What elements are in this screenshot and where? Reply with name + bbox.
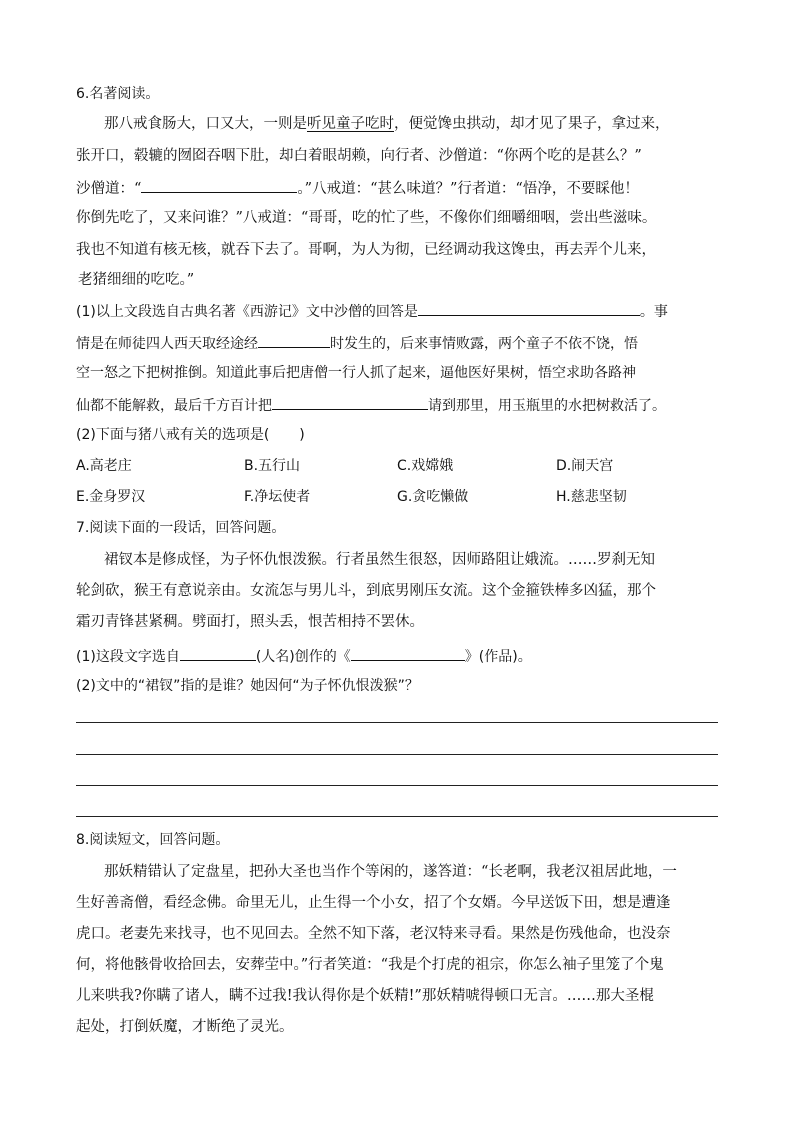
q7-passage-line-1: 裙钗本是修成怪，为子怀仇恨泼猴。行者虽然生很怒，因师路阻让娥流。……罗刹无知 [104, 552, 655, 568]
q7-sub1-line [76, 645, 532, 667]
q6-option-b[interactable]: B.五行山 [244, 458, 301, 474]
q6-passage-text: 那八戒食肠大，口又大，一则是 [104, 116, 307, 132]
q6-underlined-phrase: 听见童子吃时 [307, 116, 394, 132]
q7-heading: 7.阅读下面的一段话，回答问题。 [76, 520, 286, 536]
q6-sub1-text: (1)以上文段选自古典名著《西游记》文中沙僧的回答是 [76, 304, 418, 320]
q6-sub1-text: 仙都不能解救，最后千方百计把 [76, 398, 272, 414]
q6-sub1-text: 请到那里，用玉瓶里的水把树救活了。 [428, 398, 666, 414]
q6-sub1-line-1 [76, 300, 668, 322]
q6-sub1-text: 时发生的，后来事情败露，两个童子不依不饶，悟 [330, 336, 638, 352]
q6-option-e[interactable]: E.金身罗汉 [76, 489, 146, 505]
q7-passage-line-2: 轮剑砍，猴王有意说亲由。女流怎与男儿斗，到底男刚压女流。这个金箍铁棒多凶猛，那个 [76, 583, 656, 599]
q6-option-f[interactable]: F.净坛使者 [244, 489, 311, 505]
q6-option-a[interactable]: A.高老庄 [76, 458, 132, 474]
q7-sub2-line: (2)文中的“裙钗”指的是谁？她因何“为子怀仇恨泼猴”？ [76, 678, 419, 694]
q6-sub1-line-3: 空一怒之下把树推倒。知道此事后把唐僧一行人抓了起来，逼他医好果树，悟空求助各路神 [76, 365, 636, 381]
q6-sub1-text: 。事 [639, 304, 668, 320]
q8-heading: 8.阅读短文，回答问题。 [76, 832, 230, 848]
q6-passage-line-1 [104, 114, 670, 134]
q7-blank-work[interactable] [351, 645, 465, 661]
q6-heading: 6.名著阅读。 [76, 86, 160, 102]
q6-option-d[interactable]: D.闹天宫 [556, 458, 614, 474]
q8-passage-line-3: 虎口。老妻先来找寻，也不见回去。全然不知下落，老汉特来寻看。果然是伤残他命，也没奈 [76, 926, 671, 942]
answer-line-4[interactable] [76, 816, 718, 817]
q8-passage-line-6: 起处，打倒妖魔，才断绝了灵光。 [76, 1019, 294, 1035]
q6-sub2-text: ) [299, 427, 305, 443]
q6-passage-text: ，便觉馋虫拱动，却才见了果子，拿过来， [394, 116, 670, 132]
q6-option-g[interactable]: G.贪吃懒做 [397, 489, 469, 505]
q6-sub1-text: 情是在师徒四人西天取经途经 [76, 336, 258, 352]
q6-passage-line-2: 张开口，毂辘的囫囵吞咽下肚，却白着眼胡赖，向行者、沙僧道：“你两个吃的是甚么？” [76, 148, 642, 164]
q7-sub1-text: 》(作品)。 [464, 649, 532, 665]
q6-sub2-text: (2)下面与猪八戒有关的选项是( [76, 427, 270, 443]
q6-sub2-line [76, 425, 305, 445]
q6-blank-answer[interactable] [418, 300, 640, 316]
q8-passage-line-5: 儿来哄我?你瞒了诸人，瞒不过我!我认得你是个妖精!”那妖精唬得顿口无言。……那大圣棍 [76, 988, 654, 1004]
q6-option-h[interactable]: H.慈悲坚韧 [556, 489, 627, 505]
q6-passage-line-5: 我也不知道有核无核，就吞下去了。哥啊，为人为彻，已经调动我这馋虫，再去弄个儿来， [76, 242, 656, 258]
q8-passage-line-4: 何，将他骸骨收拾回去，安葬茔中。”行者笑道：“我是个打虎的祖宗，你怎么袖子里笼了个鬼 [76, 957, 664, 973]
q6-option-c[interactable]: C.戏嫦娥 [397, 458, 454, 474]
q7-sub1-text: (1)这段文字选自 [76, 649, 180, 665]
q8-passage-line-1: 那妖精错认了定盘星，把孙大圣也当作个等闲的，遂答道：“长老啊，我老汉祖居此地，一 [104, 864, 677, 880]
q6-blank-sha-seng-answer[interactable] [141, 177, 297, 193]
q6-passage-line-4: 你倒先吃了，又来问谁？”八戒道：“哥哥，吃的忙了些，不像你们细嚼细咽，尝出些滋味。 [76, 210, 657, 226]
q8-passage-line-2: 生好善斋僧，看经念佛。命里无儿，止生得一个小女，招了个女婿。今早送饭下田，想是遭逢 [76, 895, 671, 911]
q7-sub1-text: (人名)创作的《 [255, 649, 351, 665]
q6-passage-line-6: 老猪细细的吃吃。” [78, 272, 195, 288]
answer-line-3[interactable] [76, 785, 718, 786]
q6-sub1-line-4 [76, 394, 666, 416]
q6-sub1-line-2 [76, 332, 638, 354]
q7-passage-line-3: 霜刃青锋甚紧稠。劈面打，照头丢，恨苦相持不罢休。 [76, 614, 424, 630]
q6-blank-helper[interactable] [272, 394, 428, 410]
answer-line-1[interactable] [76, 722, 718, 723]
q6-passage-line-3 [76, 177, 639, 199]
q7-blank-author[interactable] [180, 645, 256, 661]
q6-passage-text: 沙僧道：“ [76, 181, 142, 197]
q6-blank-place[interactable] [258, 332, 330, 348]
answer-line-2[interactable] [76, 754, 718, 755]
q6-passage-text: 。”八戒道：“甚么味道？”行者道：“悟净，不要睬他！ [297, 181, 639, 197]
